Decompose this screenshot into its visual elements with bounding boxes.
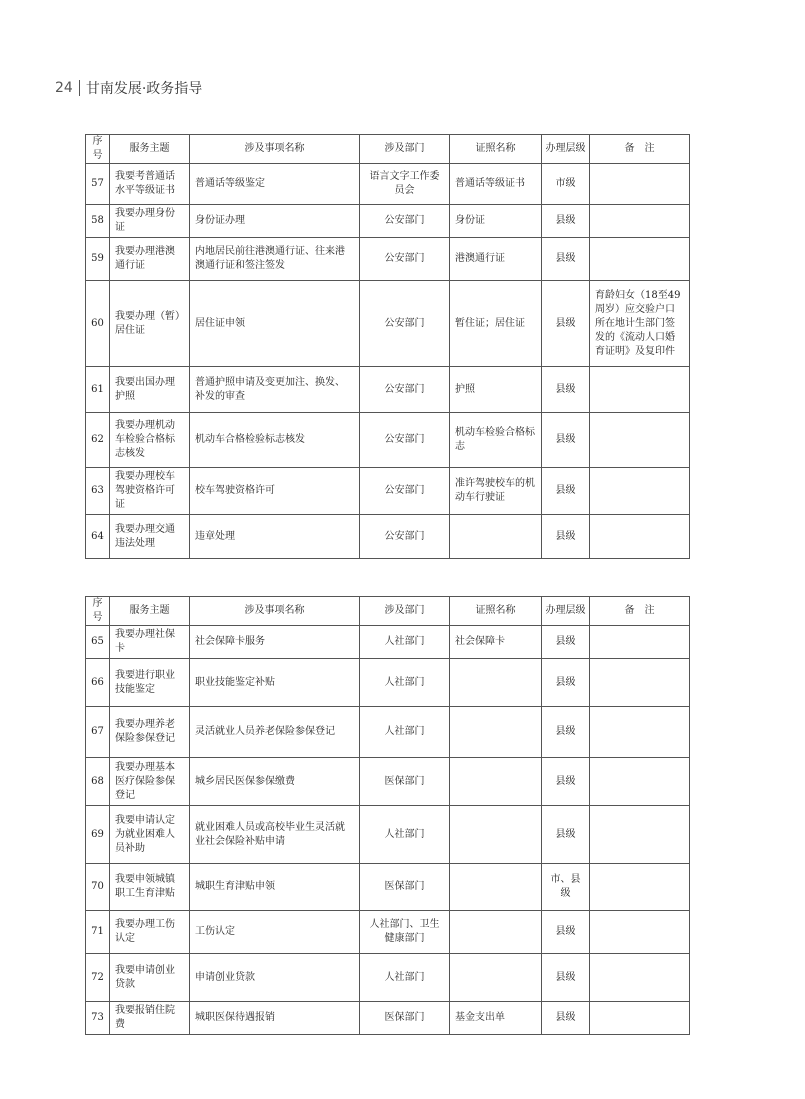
table-row [86, 707, 690, 758]
table-row [86, 911, 690, 954]
row-item: 就业困难人员或高校毕业生灵活就业社会保险补贴申请 [190, 806, 360, 864]
row-cert: 暂住证；居住证 [450, 281, 542, 367]
header-divider [79, 80, 80, 96]
header-topic: 服务主题 [110, 597, 190, 626]
row-level: 县级 [542, 954, 590, 1002]
service-table-2 [85, 596, 690, 1035]
row-topic: 我要办理社保卡 [110, 626, 190, 659]
row-note [590, 468, 690, 515]
row-no: 71 [86, 911, 110, 954]
row-item: 灵活就业人员养老保险参保登记 [190, 707, 360, 758]
row-no: 67 [86, 707, 110, 758]
row-dept: 人社部门 [360, 707, 450, 758]
row-note: 育龄妇女（18至49周岁）应交验户口所在地计生部门签发的《流动人口婚育证明》及复印件 [590, 281, 690, 367]
header-dept: 涉及部门 [360, 597, 450, 626]
row-no: 63 [86, 468, 110, 515]
page-title: 甘南发展·政务指导 [85, 81, 203, 97]
row-no: 57 [86, 164, 110, 205]
row-dept: 人社部门、卫生健康部门 [360, 911, 450, 954]
row-topic: 我要申请认定为就业困难人员补助 [110, 806, 190, 864]
row-dept: 公安部门 [360, 238, 450, 281]
row-cert [450, 515, 542, 559]
row-note [590, 954, 690, 1002]
row-cert: 港澳通行证 [450, 238, 542, 281]
table-row [86, 758, 690, 806]
row-topic: 我要办理校车驾驶资格许可证 [110, 468, 190, 515]
table-row [86, 806, 690, 864]
row-level: 县级 [542, 281, 590, 367]
row-note [590, 205, 690, 238]
row-topic: 我要申请创业贷款 [110, 954, 190, 1002]
row-item: 机动车合格检验标志核发 [190, 413, 360, 468]
table-row [86, 515, 690, 559]
row-level: 县级 [542, 468, 590, 515]
row-dept: 公安部门 [360, 367, 450, 413]
row-level: 县级 [542, 659, 590, 707]
row-cert [450, 954, 542, 1002]
row-dept: 医保部门 [360, 758, 450, 806]
table-row [86, 164, 690, 205]
row-level: 县级 [542, 626, 590, 659]
row-no: 70 [86, 864, 110, 911]
row-cert: 护照 [450, 367, 542, 413]
header-level: 办理层级 [542, 597, 590, 626]
row-topic: 我要办理（暂）居住证 [110, 281, 190, 367]
row-note [590, 238, 690, 281]
row-cert: 普通话等级证书 [450, 164, 542, 205]
row-no: 58 [86, 205, 110, 238]
row-dept: 人社部门 [360, 659, 450, 707]
row-cert [450, 758, 542, 806]
row-cert [450, 707, 542, 758]
row-no: 72 [86, 954, 110, 1002]
row-dept: 公安部门 [360, 205, 450, 238]
table-header-row [86, 597, 690, 626]
row-item: 身份证办理 [190, 205, 360, 238]
header-level: 办理层级 [542, 135, 590, 164]
row-topic: 我要报销住院费 [110, 1002, 190, 1035]
row-item: 城职生育津贴申领 [190, 864, 360, 911]
row-note [590, 164, 690, 205]
row-level: 县级 [542, 515, 590, 559]
row-item: 内地居民前往港澳通行证、往来港澳通行证和签注签发 [190, 238, 360, 281]
row-no: 65 [86, 626, 110, 659]
service-table-1 [85, 134, 690, 559]
row-dept: 公安部门 [360, 515, 450, 559]
row-note [590, 864, 690, 911]
row-dept: 公安部门 [360, 413, 450, 468]
row-topic: 我要办理基本医疗保险参保登记 [110, 758, 190, 806]
row-item: 普通护照申请及变更加注、换发、补发的审查 [190, 367, 360, 413]
row-item: 社会保障卡服务 [190, 626, 360, 659]
row-level: 市、县级 [542, 864, 590, 911]
table-row [86, 238, 690, 281]
row-cert [450, 659, 542, 707]
row-item: 申请创业贷款 [190, 954, 360, 1002]
row-level: 县级 [542, 413, 590, 468]
row-item: 职业技能鉴定补贴 [190, 659, 360, 707]
row-no: 68 [86, 758, 110, 806]
row-level: 县级 [542, 367, 590, 413]
header-cert: 证照名称 [450, 597, 542, 626]
row-dept: 医保部门 [360, 1002, 450, 1035]
header-topic: 服务主题 [110, 135, 190, 164]
row-cert [450, 864, 542, 911]
row-note [590, 659, 690, 707]
row-cert: 身份证 [450, 205, 542, 238]
table-row [86, 659, 690, 707]
row-no: 62 [86, 413, 110, 468]
table-row [86, 468, 690, 515]
row-topic: 我要办理交通违法处理 [110, 515, 190, 559]
row-topic: 我要申领城镇职工生育津贴 [110, 864, 190, 911]
page-number: 24 [55, 80, 73, 96]
header-dept: 涉及部门 [360, 135, 450, 164]
row-note [590, 911, 690, 954]
row-level: 县级 [542, 758, 590, 806]
row-no: 73 [86, 1002, 110, 1035]
row-note [590, 515, 690, 559]
row-dept: 公安部门 [360, 468, 450, 515]
row-level: 县级 [542, 911, 590, 954]
row-topic: 我要办理身份证 [110, 205, 190, 238]
row-topic: 我要进行职业技能鉴定 [110, 659, 190, 707]
row-note [590, 806, 690, 864]
row-level: 县级 [542, 707, 590, 758]
page-header [55, 78, 202, 98]
table-row [86, 413, 690, 468]
row-item: 居住证申领 [190, 281, 360, 367]
row-cert [450, 911, 542, 954]
header-item: 涉及事项名称 [190, 597, 360, 626]
header-note: 备 注 [590, 597, 690, 626]
row-topic: 我要出国办理护照 [110, 367, 190, 413]
row-no: 66 [86, 659, 110, 707]
header-note: 备 注 [590, 135, 690, 164]
row-dept: 人社部门 [360, 626, 450, 659]
row-cert: 社会保障卡 [450, 626, 542, 659]
row-dept: 医保部门 [360, 864, 450, 911]
row-dept: 人社部门 [360, 806, 450, 864]
row-no: 60 [86, 281, 110, 367]
row-dept: 公安部门 [360, 281, 450, 367]
row-item: 工伤认定 [190, 911, 360, 954]
row-no: 69 [86, 806, 110, 864]
row-topic: 我要办理机动车检验合格标志核发 [110, 413, 190, 468]
row-no: 64 [86, 515, 110, 559]
row-note [590, 758, 690, 806]
row-item: 城职医保待遇报销 [190, 1002, 360, 1035]
table-row [86, 1002, 690, 1035]
row-level: 县级 [542, 806, 590, 864]
row-cert: 机动车检验合格标志 [450, 413, 542, 468]
row-note [590, 626, 690, 659]
table-row [86, 864, 690, 911]
header-cert: 证照名称 [450, 135, 542, 164]
row-item: 普通话等级鉴定 [190, 164, 360, 205]
row-dept: 语言文字工作委员会 [360, 164, 450, 205]
row-cert: 基金支出单 [450, 1002, 542, 1035]
table-row [86, 626, 690, 659]
row-note [590, 707, 690, 758]
row-no: 59 [86, 238, 110, 281]
row-level: 县级 [542, 1002, 590, 1035]
row-note [590, 1002, 690, 1035]
table-header-row [86, 135, 690, 164]
row-no: 61 [86, 367, 110, 413]
row-topic: 我要办理港澳通行证 [110, 238, 190, 281]
row-item: 违章处理 [190, 515, 360, 559]
row-level: 市级 [542, 164, 590, 205]
row-cert [450, 806, 542, 864]
row-cert: 准许驾驶校车的机动车行驶证 [450, 468, 542, 515]
row-topic: 我要办理工伤认定 [110, 911, 190, 954]
table-row [86, 954, 690, 1002]
header-no: 序号 [86, 135, 110, 164]
row-topic: 我要办理养老保险参保登记 [110, 707, 190, 758]
row-note [590, 413, 690, 468]
table-row [86, 367, 690, 413]
row-note [590, 367, 690, 413]
row-level: 县级 [542, 238, 590, 281]
table-row [86, 281, 690, 367]
row-item: 城乡居民医保参保缴费 [190, 758, 360, 806]
row-item: 校车驾驶资格许可 [190, 468, 360, 515]
header-item: 涉及事项名称 [190, 135, 360, 164]
table-row [86, 205, 690, 238]
row-topic: 我要考普通话水平等级证书 [110, 164, 190, 205]
header-no: 序号 [86, 597, 110, 626]
row-dept: 人社部门 [360, 954, 450, 1002]
row-level: 县级 [542, 205, 590, 238]
